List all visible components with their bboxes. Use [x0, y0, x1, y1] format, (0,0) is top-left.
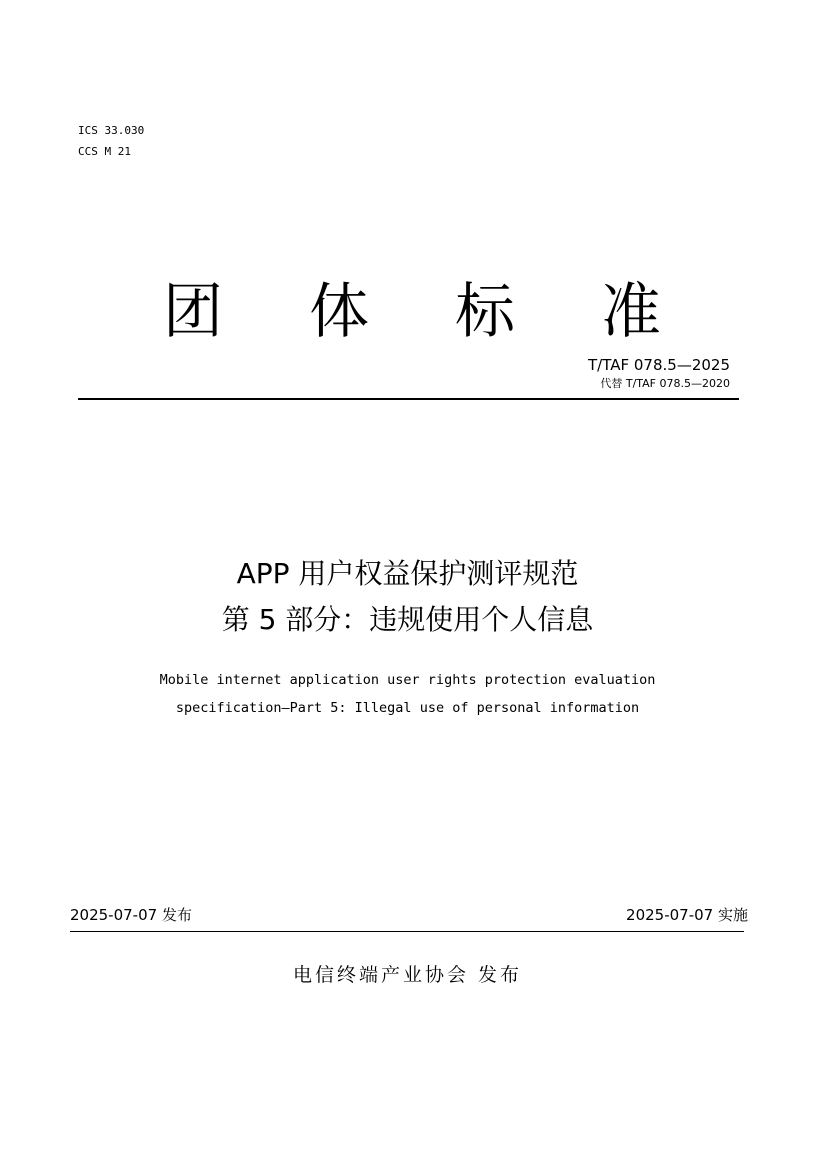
chinese-title-line-2: 第 5 部分：违规使用个人信息	[221, 603, 594, 636]
chinese-title-line-1: APP 用户权益保护测评规范	[236, 557, 579, 590]
standard-type-char: 标	[455, 277, 515, 347]
bottom-divider	[70, 931, 744, 932]
implement-date: 2025-07-07 实施	[626, 906, 748, 924]
standard-type-heading	[162, 276, 662, 348]
top-divider	[78, 398, 739, 400]
replaces-standard: 代替 T/TAF 078.5—2020	[600, 377, 730, 390]
english-title-line-2: specification—Part 5: Illegal use of personal information	[175, 700, 640, 716]
standard-type-char: 体	[309, 277, 369, 347]
english-title-line-1: Mobile internet application user rights protection evaluation	[159, 672, 656, 688]
ics-code: ICS 33.030	[78, 124, 145, 137]
standard-type-char: 准	[601, 277, 661, 347]
ccs-code: CCS M 21	[78, 145, 131, 158]
publisher: 电信终端产业协会 发布	[292, 964, 523, 986]
standard-number: T/TAF 078.5—2025	[588, 356, 730, 374]
standard-type-char: 团	[163, 277, 223, 347]
publish-date: 2025-07-07 发布	[70, 906, 192, 924]
